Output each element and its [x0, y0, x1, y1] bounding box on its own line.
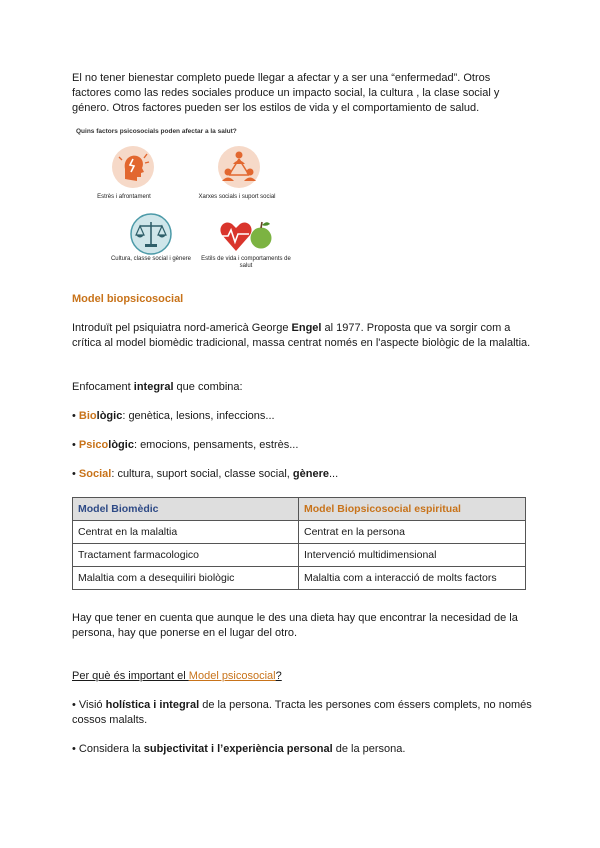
figure-label-stress: Estrès i afrontament — [97, 194, 151, 200]
engel-paragraph: Introduït pel psiquiatra nord-americà George Engel al 1977. Proposta que va sorgir com a crítica al model biomèdic tradicional, massa centrat només en l'aspecte biològic de la malaltia. — [72, 322, 531, 349]
table-header-row — [73, 498, 526, 521]
psychosocial-factors-figure — [72, 125, 290, 275]
figure-label-social: Xarxes socials i suport social — [198, 194, 276, 200]
scales-icon — [130, 213, 172, 255]
model-psicosocial-link[interactable]: Model psicosocial — [188, 670, 276, 682]
table-cell: Intervenció multidimensional — [299, 544, 526, 567]
figure-label-lifestyle: Estils de vida i comportaments de salut — [201, 256, 291, 269]
importance-question: Per què és important el Model psicosocial? — [72, 670, 282, 682]
table-cell: Malaltia com a interacció de molts factors — [299, 567, 526, 590]
model-comparison-table — [72, 497, 526, 590]
social-network-icon — [217, 145, 261, 189]
section-heading-biopsychosocial: Model biopsicosocial — [72, 293, 184, 305]
bullet-holistic-vision: • Visió holística i integral de la persona. Tracta les persones com éssers complets, no només cossos malalts. — [72, 699, 532, 726]
table-cell: Tractament farmacologico — [73, 544, 299, 567]
bullet-subjectivity: • Considera la subjectivitat i l’experiència personal de la persona. — [72, 743, 406, 755]
table-header-cell: Model Biomèdic — [73, 498, 299, 521]
table-header-cell: Model Biopsicosocial espiritual — [299, 498, 526, 521]
integral-focus-line: Enfocament integral que combina: — [72, 381, 243, 393]
table-cell: Centrat en la malaltia — [73, 521, 299, 544]
table-row — [73, 521, 526, 544]
table-cell: Centrat en la persona — [299, 521, 526, 544]
bullet-social: • Social: cultura, suport social, classe social, gènere... — [72, 468, 339, 480]
bullet-psychologic: • Psicològic: emocions, pensaments, estrès... — [72, 439, 299, 451]
figure-title: Quins factors psicosocials poden afectar a la salut? — [76, 128, 237, 135]
heart-apple-icon — [219, 217, 273, 253]
diet-paragraph: Hay que tener en cuenta que aunque le des una dieta hay que encontrar la necesidad de la persona, hay que ponerse en el lugar del otro. — [72, 612, 518, 639]
table-cell: Malaltia com a desequiliri biològic — [73, 567, 299, 590]
table-row — [73, 544, 526, 567]
figure-label-culture: Cultura, classe social i gènere — [110, 256, 192, 262]
intro-paragraph: El no tener bienestar completo puede llegar a afectar y a ser una “enfermedad”. Otros factores como las redes sociales produce un impacto social, la cultura , la clase social y género. Otros factores pueden ser los estilos de vida y el comportamiento de salud. — [72, 72, 500, 114]
stressed-head-icon — [111, 145, 155, 189]
table-row — [73, 567, 526, 590]
bullet-biologic: • Biològic: genètica, lesions, infeccions... — [72, 410, 275, 422]
